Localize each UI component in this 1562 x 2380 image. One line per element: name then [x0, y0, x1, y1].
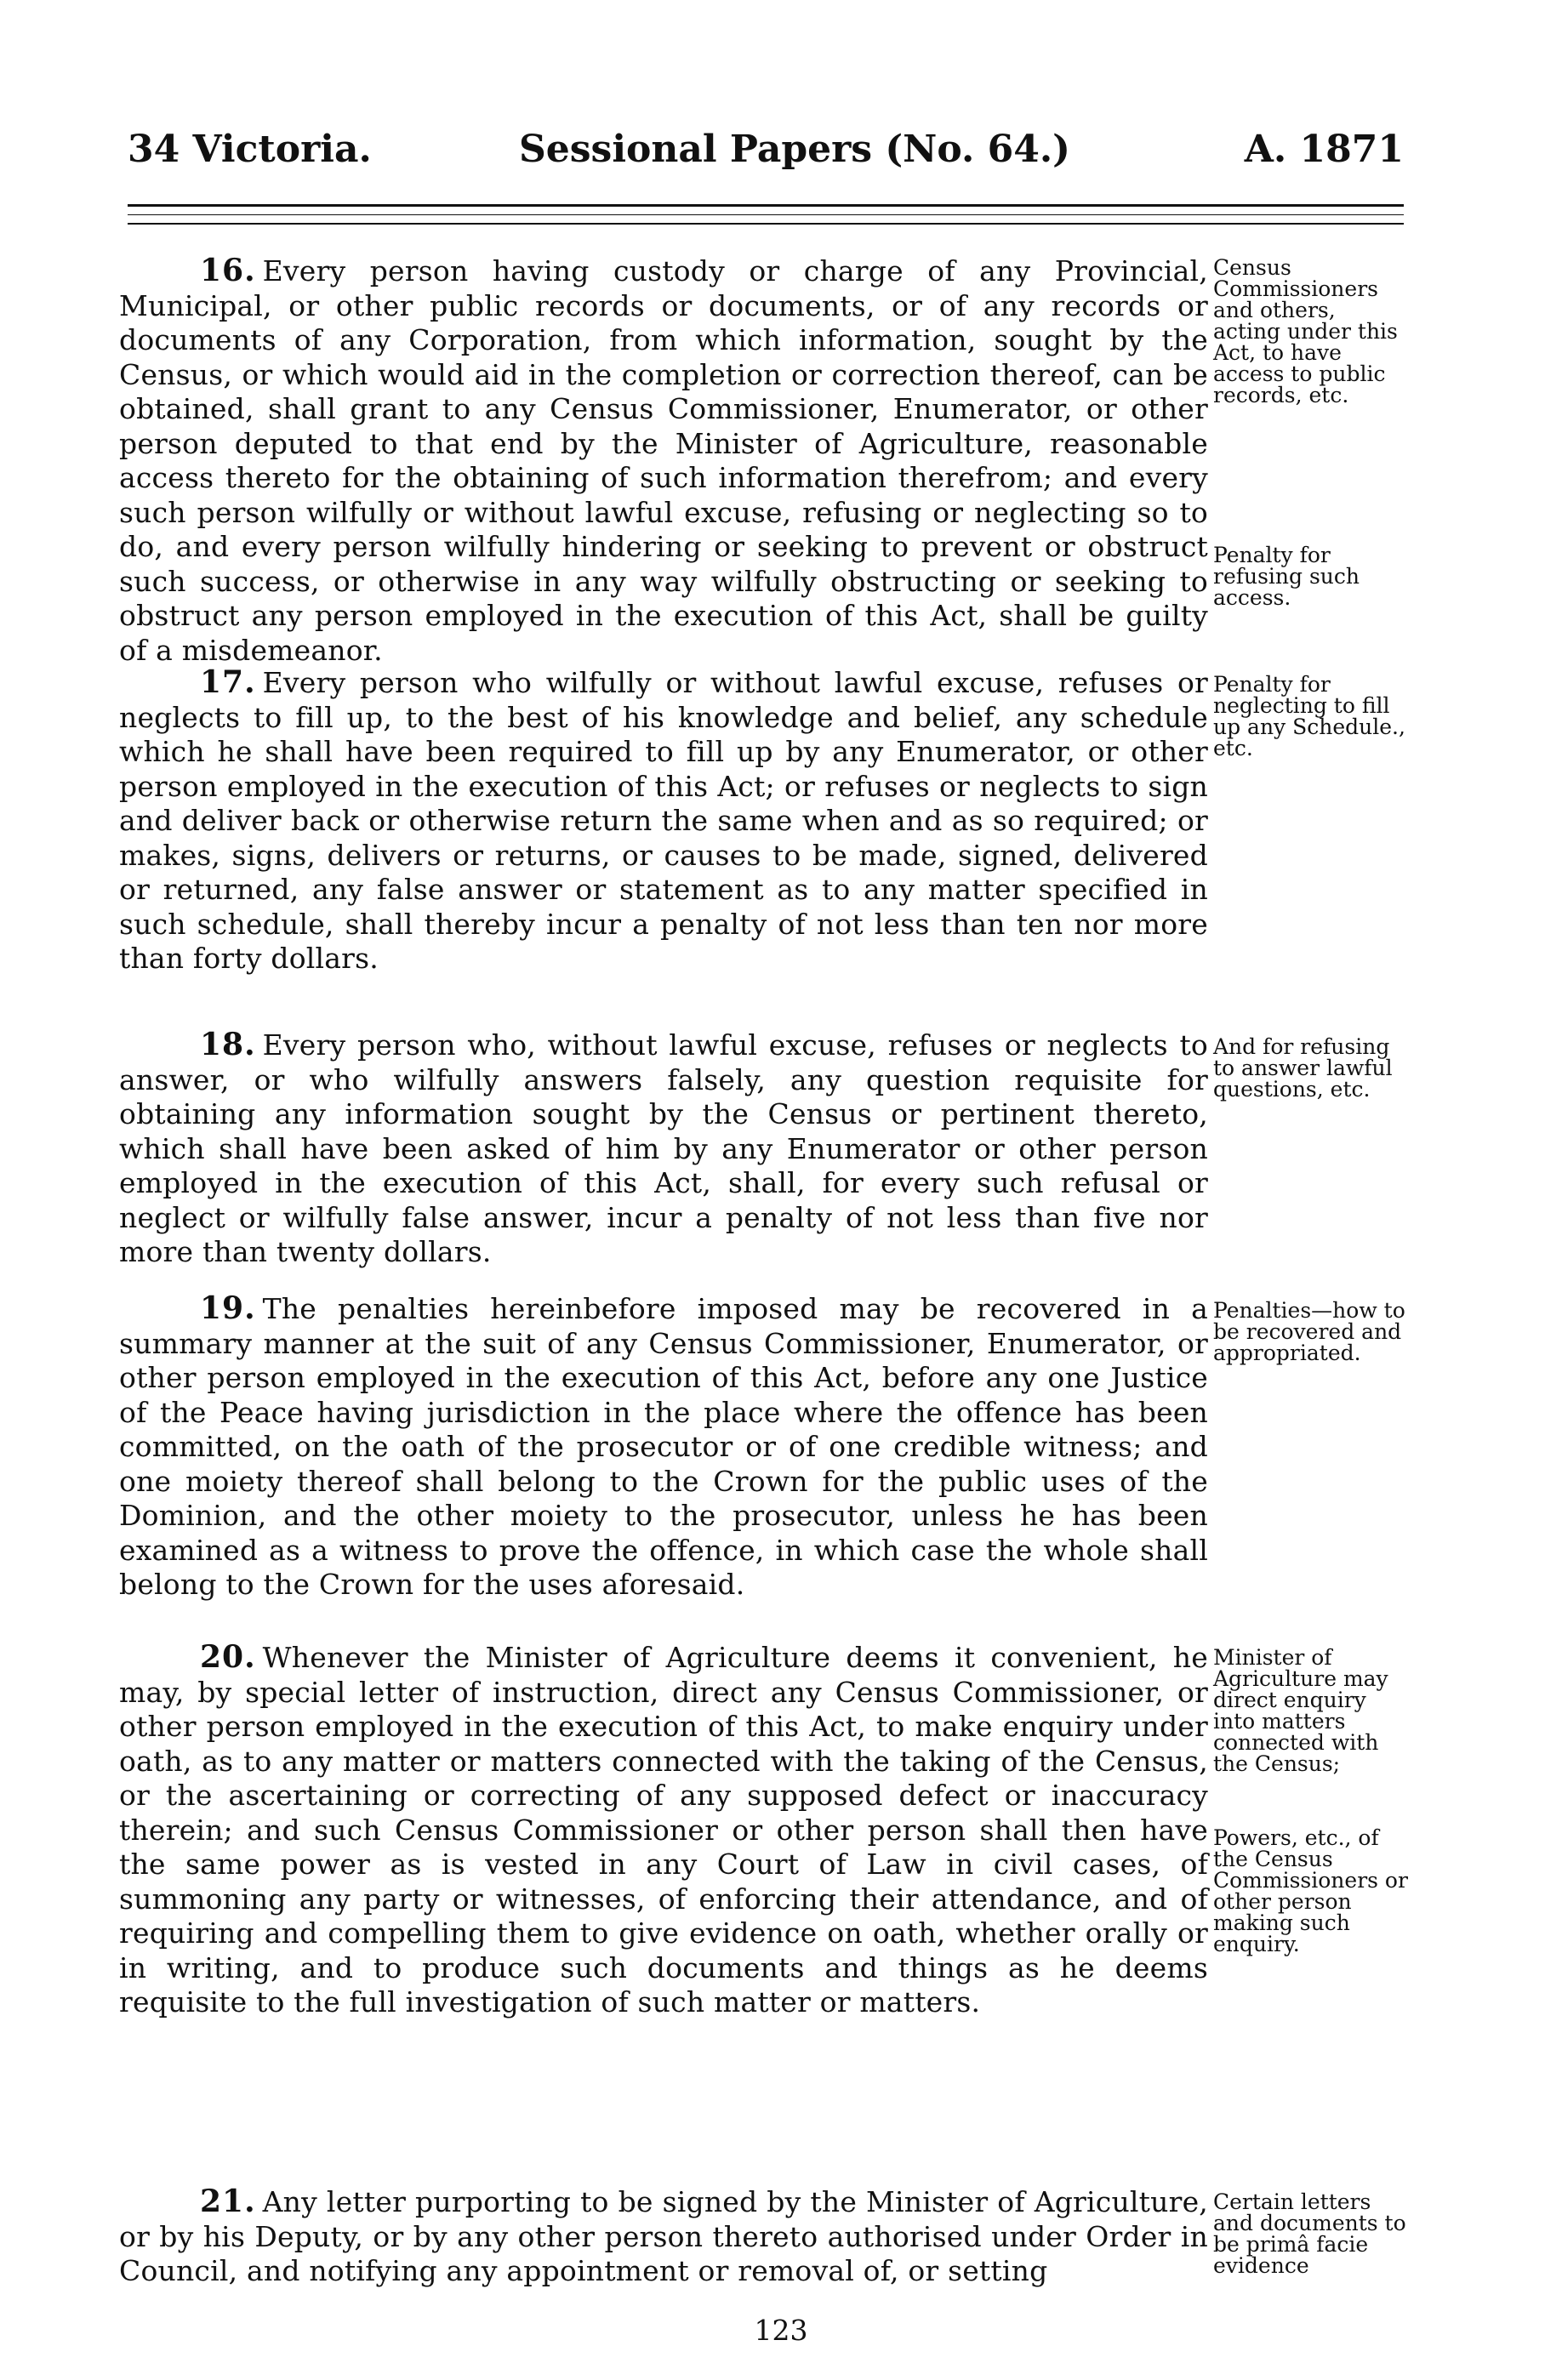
margin-note: Penalties—how to be recovered and appropriated.	[1213, 1298, 1405, 1365]
section-number: 16.	[200, 253, 256, 288]
running-header	[128, 128, 1404, 196]
section-21	[119, 2184, 1208, 2289]
section-16	[119, 253, 1208, 668]
section-text: Every person who, without lawful excuse, refuses or neglects to answer, or who wilfully answers falsely, any question requisite for obtaining any information sought by the Census or pertinent thereto, which shall have been asked of him by any Enumerator or other person employed in the execution of this Act, shall, for every such refusal or neglect or wilfully false answer, incur a penalty of not less than five nor more than twenty dollars.	[119, 1028, 1208, 1268]
section-paragraph	[119, 1640, 1208, 2020]
header-title: Sessional Papers (No. 64.)	[519, 128, 1070, 171]
section-text: Every person who wilfully or without lawful excuse, refuses or neglects to fill up, to the best of his knowledge and belief, any schedule which he shall have been required to fill up by any Enumerator, or other person employed in the execution of this Act; or refuses or neglects to sign and deliver back or otherwise return the same when and as so required; or makes, signs, delivers or returns, or causes to be made, signed, delivered or returned, any false answer or statement as to any matter specified in such schedule, shall thereby incur a penalty of not less than ten nor more than forty dollars.	[119, 666, 1208, 975]
header-session: 34 Victoria.	[128, 128, 372, 171]
margin-note: Penalty for neglecting to fill up any Schedule., etc.	[1213, 672, 1405, 760]
section-paragraph	[119, 2184, 1208, 2289]
section-number: 17.	[200, 664, 256, 700]
section-text: Whenever the Minister of Agriculture deems it convenient, he may, by special letter of instruction, direct any Census Commissioner, or other person employed in the execution of this Act, to make enquiry under oath, as to any matter or matters connected with the taking of the Census, or the ascertaining or correcting of any supposed defect or inaccuracy therein; and such Census Commissioner or other person shall then have the same power as is vested in any Court of Law in civil cases, of summoning any party or witnesses, of enforcing their attendance, and of requiring and compelling them to give evidence on oath, whether orally or in writing, and to produce such documents and things as he deems requisite to the full investigation of such matter or matters.	[119, 1641, 1208, 2018]
section-text: Any letter purporting to be signed by the Minister of Agriculture, or by his Deputy, or by any other person thereto authorised under Order in Council, and notifying any appointment or removal of, or setting	[119, 2185, 1208, 2287]
margin-note: Penalty for refusing such access.	[1213, 543, 1360, 610]
section-17	[119, 665, 1208, 976]
section-19	[119, 1291, 1208, 1603]
header-rule	[128, 204, 1404, 207]
margin-note: Census Commissioners and others, acting under this Act, to have access to public records, etc.	[1213, 255, 1398, 407]
section-number: 18.	[200, 1027, 256, 1062]
header-year: A. 1871	[1244, 128, 1404, 171]
section-paragraph	[119, 253, 1208, 668]
header-rule-thin	[128, 214, 1404, 215]
section-number: 20.	[200, 1639, 256, 1675]
section-number: 19.	[200, 1290, 256, 1326]
margin-note: Minister of Agriculture may direct enquiry into matters connected with the Census;	[1213, 1645, 1388, 1776]
margin-note: Certain letters and documents to be primâ facie evidence	[1213, 2189, 1406, 2278]
section-paragraph	[119, 665, 1208, 976]
margin-note: And for refusing to answer lawful questions, etc.	[1213, 1034, 1393, 1102]
section-text: Every person having custody or charge of any Provincial, Municipal, or other public records or documents, or of any records or documents of any Corporation, from which information, sought by the Census, or which would aid in the completion or correction thereof, can be obtained, shall grant to any Census Commissioner, Enumerator, or other person deputed to that end by the Minister of Agriculture, reasonable access thereto for the obtaining of such information therefrom; and every such person wilfully or without lawful excuse, refusing or neglecting so to do, and every person wilfully hindering or seeking to prevent or obstruct such success, or otherwise in any way wilfully obstructing or seeking to obstruct any person employed in the execution of this Act, shall be guilty of a misdemeanor.	[119, 254, 1208, 667]
section-18	[119, 1028, 1208, 1270]
section-number: 21.	[200, 2184, 256, 2219]
header-rule-lower	[128, 223, 1404, 225]
margin-note: Powers, etc., of the Census Commissioners or other person making such enquiry.	[1213, 1825, 1408, 1956]
page-number: 123	[754, 2314, 808, 2347]
section-text: The penalties hereinbefore imposed may be recovered in a summary manner at the suit of any Census Commissioner, Enumerator, or other person employed in the execution of this Act, before any one Justice of the Peace having jurisdiction in the place where the offence has been committed, on the oath of the prosecutor or of one credible witness; and one moiety thereof shall belong to the Crown for the public uses of the Dominion, and the other moiety to the prosecutor, unless he has been examined as a witness to prove the offence, in which case the whole shall belong to the Crown for the uses aforesaid.	[119, 1292, 1208, 1601]
section-20	[119, 1640, 1208, 2020]
section-paragraph	[119, 1028, 1208, 1270]
section-paragraph	[119, 1291, 1208, 1603]
